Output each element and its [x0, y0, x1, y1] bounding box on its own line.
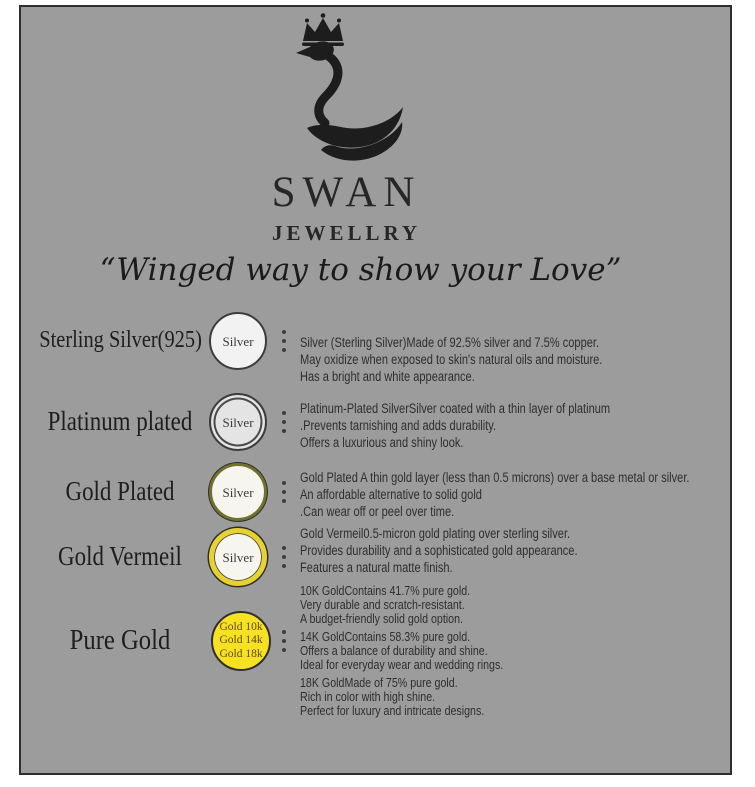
badge-text: Gold 18k: [219, 647, 263, 660]
row-label-platinum-plated: Platinum plated: [47, 406, 193, 436]
badge-text: Silver: [222, 333, 254, 349]
badge-text: Silver: [222, 549, 254, 565]
swan-icon: [296, 39, 403, 161]
brand-tagline: “Winged way to show your Love”: [99, 252, 622, 288]
ellipsis-dots: [282, 411, 286, 433]
ellipsis-dots: [282, 481, 286, 503]
badge-text: Silver: [222, 414, 254, 430]
swan-crown-logo: [293, 10, 413, 178]
description-14k-gold: 14K GoldContains 58.3% pure gold. Offers a balance of durability and shine. Ideal for everyday wear and wedding rings.: [300, 629, 504, 672]
ellipsis-dots: [282, 630, 286, 652]
poster-panel: [19, 5, 732, 775]
row-label-gold-vermeil: Gold Vermeil: [58, 541, 182, 571]
description-gold-plated: Gold Plated A thin gold layer (less than 0.5 microns) over a base metal or silver. An affordable alternative to solid gold .Can wear off or peel over time.: [300, 470, 690, 519]
pure-gold-badge: [211, 611, 271, 671]
row-label-pure-gold: Pure Gold: [69, 624, 171, 656]
ellipsis-dots: [282, 546, 286, 568]
description-gold-vermeil: Gold Vermeil0.5-micron gold plating over sterling silver. Provides durability and a sophisticated gold appearance. Features a natural matte finish.: [300, 526, 578, 575]
description-10k-gold: 10K GoldContains 41.7% pure gold. Very durable and scratch-resistant. A budget-friendly solid gold option.: [300, 583, 471, 626]
ellipsis-dots: [282, 330, 286, 352]
silver-badge: [209, 312, 267, 370]
description-platinum-plated: Platinum-Plated SilverSilver coated with a thin layer of platinum .Prevents tarnishing and adds durability. Offers a luxurious and shiny look.: [300, 401, 611, 450]
description-18k-gold: 18K GoldMade of 75% pure gold. Rich in color with high shine. Perfect for luxury and intricate designs.: [300, 675, 485, 718]
row-label-gold-plated: Gold Plated: [65, 476, 175, 506]
gold-plated-badge: [209, 463, 267, 521]
platinum-badge: [209, 393, 267, 451]
description-sterling-silver: Silver (Sterling Silver)Made of 92.5% silver and 7.5% copper. May oxidize when exposed to skin's natural oils and moisture. Has a bright and white appearance.: [300, 335, 603, 384]
badge-text: Gold 14k: [219, 634, 263, 647]
crown-icon: [302, 13, 344, 46]
brand-name: SWAN: [271, 169, 422, 216]
brand-subtitle: JEWELLRY: [271, 221, 422, 245]
badge-text: Silver: [222, 484, 254, 500]
badge-text: Gold 10k: [219, 620, 263, 633]
gold-vermeil-badge: [209, 528, 267, 586]
row-label-sterling-silver: Sterling Silver(925): [39, 327, 202, 353]
